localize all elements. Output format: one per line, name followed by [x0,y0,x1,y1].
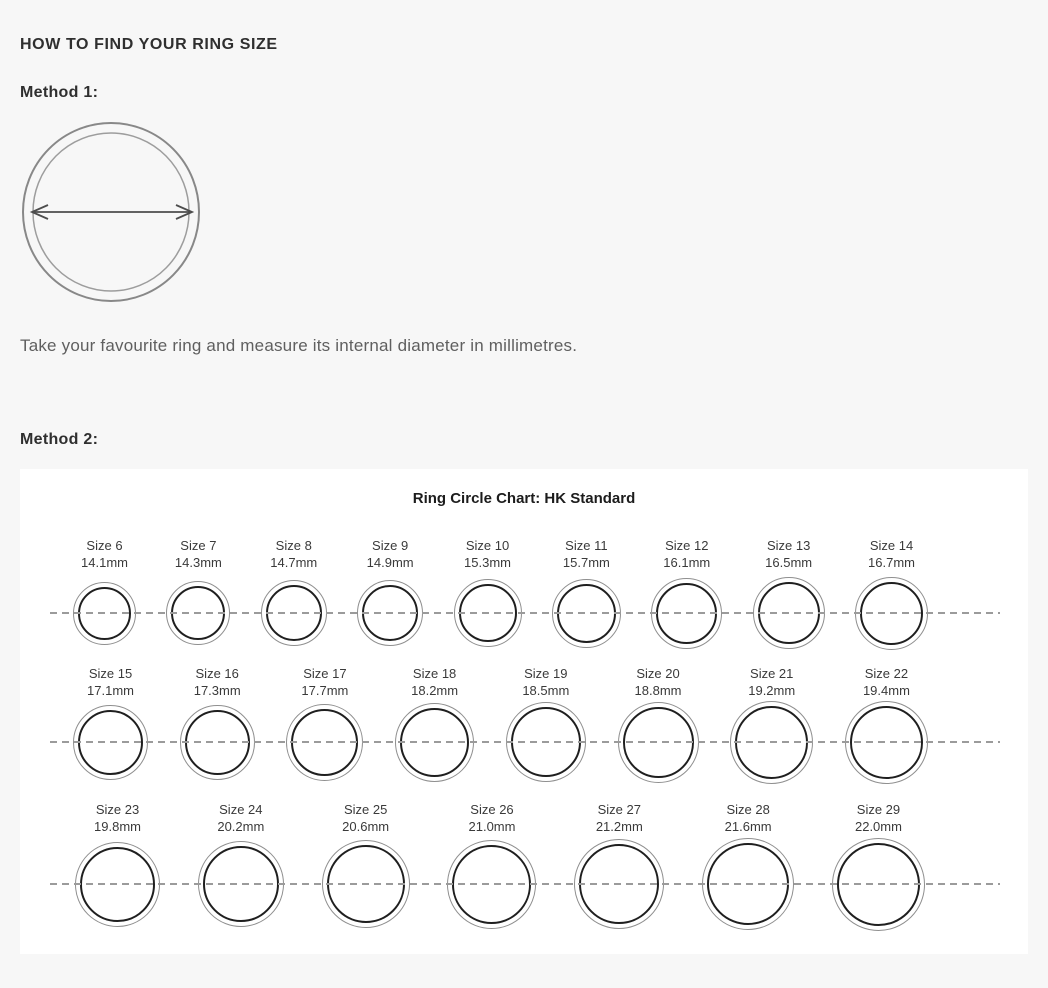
ring-row-cells [20,785,1028,933]
size-label: Size 12 [665,538,709,553]
ring-size-cell [506,665,586,785]
ring-size-cell [855,537,928,655]
diameter-label: 22.0mm [854,819,902,834]
chart-title: Ring Circle Chart: HK Standard [412,490,636,507]
size-label: Size 26 [470,802,514,817]
ring-chart-row [20,507,1028,655]
size-label: Size 8 [275,538,312,553]
size-label: Size 7 [180,538,217,553]
diameter-label: 16.1mm [663,555,711,570]
size-label: Size 24 [219,802,263,817]
method1-heading: Method 1: [20,84,99,101]
size-label: Size 27 [597,802,641,817]
ring-size-cell [454,537,522,655]
diameter-label: 21.0mm [468,819,516,834]
diameter-label: 20.2mm [217,819,265,834]
size-label: Size 25 [343,802,388,817]
ring-diameter-diagram-icon [22,116,202,304]
ring-size-cell [574,801,664,933]
size-label: Size 17 [303,666,347,681]
diameter-label: 14.3mm [174,555,222,570]
size-label: Size 21 [750,666,794,681]
size-label: Size 13 [766,538,811,553]
size-label: Size 16 [195,666,239,681]
ring-size-cell [198,801,284,933]
ring-size-cell [618,665,699,785]
diameter-label: 21.2mm [595,819,643,834]
diameter-label: 18.2mm [411,683,459,698]
size-label: Size 19 [524,666,568,681]
ring-size-cell [75,801,160,933]
size-label: Size 10 [465,538,510,553]
ring-size-cell [286,665,363,785]
ring-chart-row [20,785,1028,933]
diameter-label: 17.1mm [87,683,134,698]
diameter-arrow-icon [32,205,192,219]
ring-size-cell [180,665,255,785]
diameter-label: 19.8mm [94,819,141,834]
size-label: Size 28 [726,802,770,817]
size-label: Size 29 [856,802,901,817]
size-label: Size 11 [565,538,608,553]
ring-size-cell [357,537,423,655]
ring-size-cell [651,537,722,655]
ring-size-cell [73,665,148,785]
diameter-label: 19.2mm [748,683,796,698]
row-centerline-dashed [50,741,1000,743]
ring-size-cell [261,537,327,655]
ring-size-cell [832,801,925,933]
diameter-label: 14.7mm [270,555,318,570]
ring-size-cell [730,665,813,785]
ring-row-cells [20,507,1028,655]
ring-size-guide-page [0,36,1048,954]
ring-row-cells [20,655,1028,785]
ring-size-cell [702,801,794,933]
diameter-label: 14.1mm [81,555,128,570]
diameter-label: 16.5mm [765,555,813,570]
ring-circle-chart-panel [20,469,1028,954]
row-centerline-dashed [50,883,1000,885]
size-label: Size 23 [95,802,140,817]
diameter-label: 21.6mm [724,819,772,834]
size-label: Size 14 [869,538,914,553]
size-label: Size 22 [864,666,909,681]
diameter-label: 18.8mm [634,683,682,698]
method2-heading: Method 2: [20,431,99,448]
diameter-label: 15.3mm [464,555,511,570]
ring-size-cell [845,665,928,785]
diameter-label: 17.3mm [193,683,241,698]
diameter-label: 20.6mm [342,819,390,834]
ring-size-cell [447,801,536,933]
diameter-label: 14.9mm [366,555,414,570]
size-label: Size 9 [372,538,409,553]
size-label: Size 20 [636,666,680,681]
ring-size-cell [552,537,621,655]
ring-size-cell [322,801,410,933]
diameter-label: 16.7mm [868,555,915,570]
ring-chart-row [20,655,1028,785]
ring-size-cell [753,537,825,655]
method1-description: Take your favourite ring and measure its internal diameter in millimetres. [20,336,578,355]
ring-chart-rows [20,507,1028,933]
ring-size-cell [166,537,230,655]
diameter-label: 19.4mm [862,683,910,698]
ring-size-cell [73,537,136,655]
page-title: HOW TO FIND YOUR RING SIZE [20,36,278,53]
diameter-label: 18.5mm [522,683,570,698]
ring-size-cell [395,665,474,785]
size-label: Size 18 [412,666,457,681]
size-label: Size 15 [88,666,133,681]
size-label: Size 6 [86,538,123,553]
row-centerline-dashed [50,612,1000,614]
diameter-label: 15.7mm [562,555,610,570]
diameter-label: 17.7mm [301,683,349,698]
